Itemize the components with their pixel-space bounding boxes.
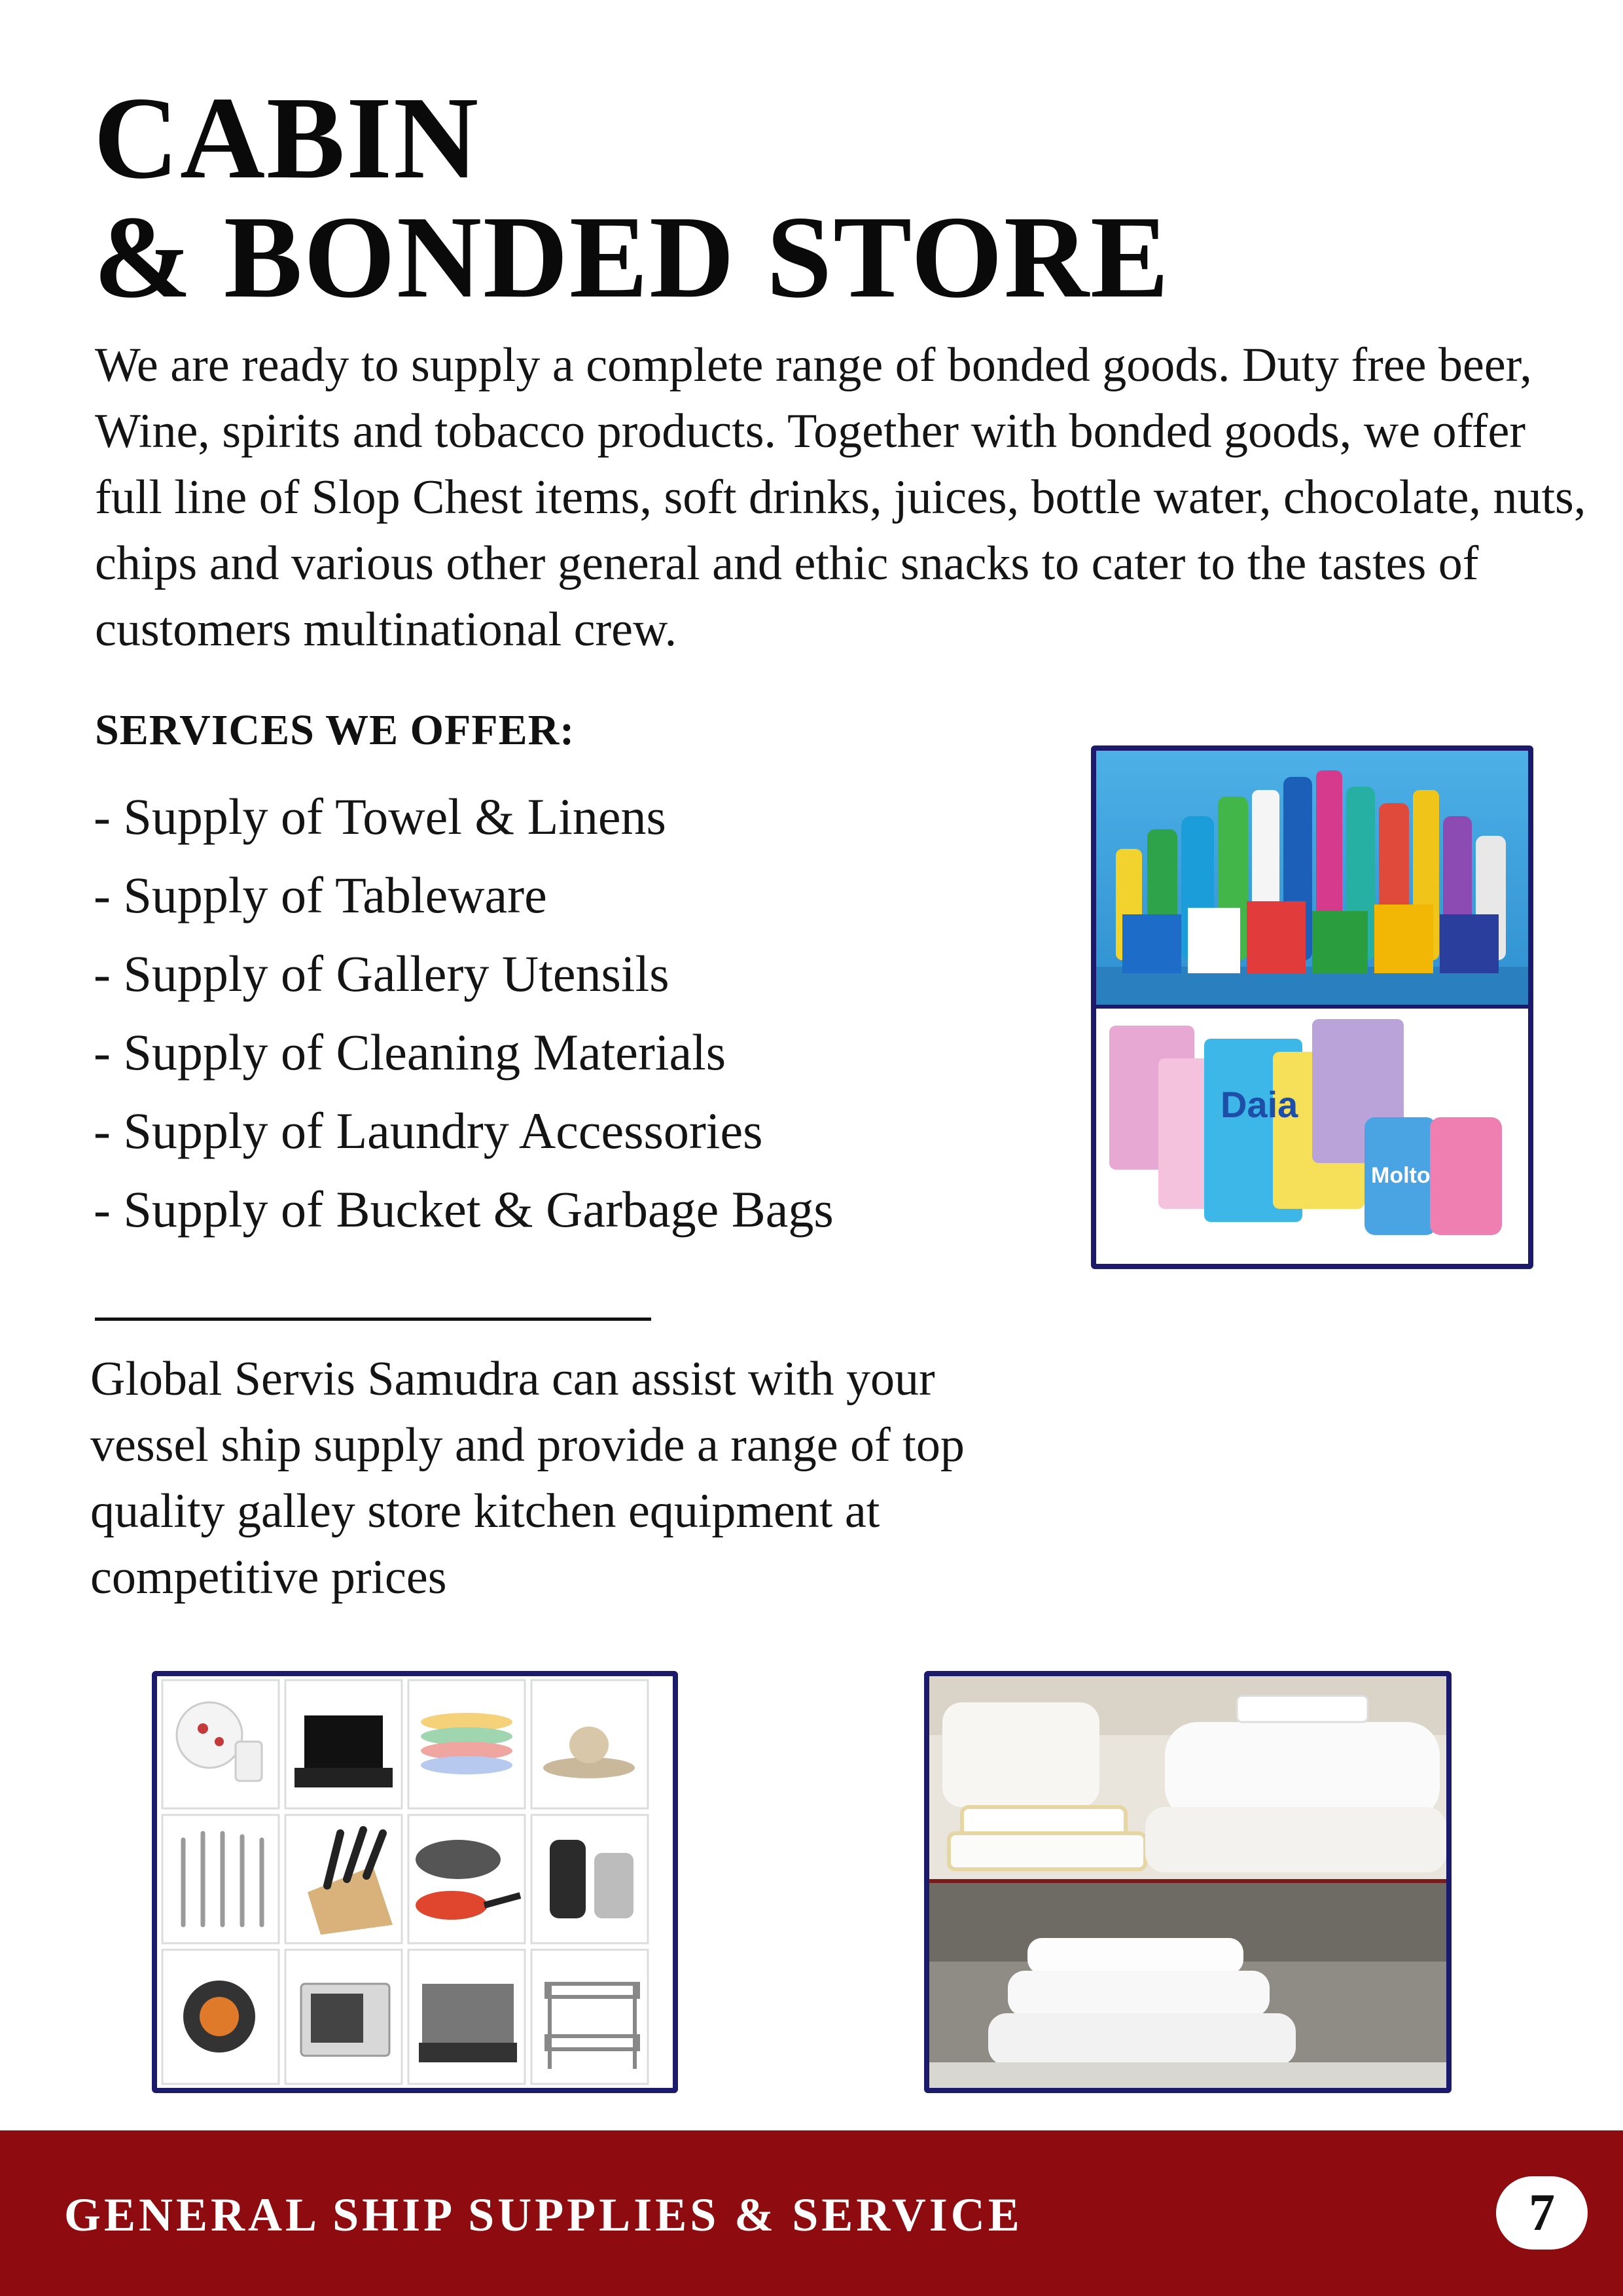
intro-paragraph: We are ready to supply a complete range of bonded goods. Duty free beer, Wine, spirits and tobacco products. Together with bonded goods, we offer full line of Slop Chest items, soft drinks, juices, bottle water, chocolate, nuts, chips and various other general and ethic snacks to cater to the tastes of customers multinational crew. [95,338,1586,656]
page-number: 7 [1496,2176,1588,2250]
service-item: - Supply of Gallery Utensils [94,945,669,1002]
service-item: - Supply of Bucket & Garbage Bags [94,1181,834,1238]
title-line-1: CABIN [94,73,480,203]
services-list [94,778,834,1249]
cleaning-products-illustration [1096,751,1528,1264]
kitchen-equipment-photo [152,1671,678,2093]
cleaning-products-photo [1091,745,1533,1269]
towels-linens-photo [924,1671,1452,2093]
service-item: - Supply of Laundry Accessories [94,1102,763,1159]
service-item: - Supply of Cleaning Materials [94,1024,726,1081]
towels-linens-illustration [929,1676,1446,2088]
molto-brand-label: Molto [1371,1163,1431,1188]
footer-text: GENERAL SHIP SUPPLIES & SERVICE [64,2189,1023,2241]
kitchen-equipment-illustration [157,1676,673,2088]
page-title [94,73,1171,322]
footer-bar [0,2130,1623,2296]
service-item: - Supply of Towel & Linens [94,788,666,845]
assist-paragraph: Global Servis Samudra can assist with your vessel ship supply and provide a range of top quality galley store kitchen equipment at competitive prices [90,1352,965,1604]
title-line-2: & BONDED STORE [94,192,1171,322]
section-divider [95,1318,651,1321]
service-item: - Supply of Tableware [94,867,547,924]
services-heading: SERVICES WE OFFER: [95,706,575,754]
daia-brand-label: Daia [1221,1084,1298,1125]
